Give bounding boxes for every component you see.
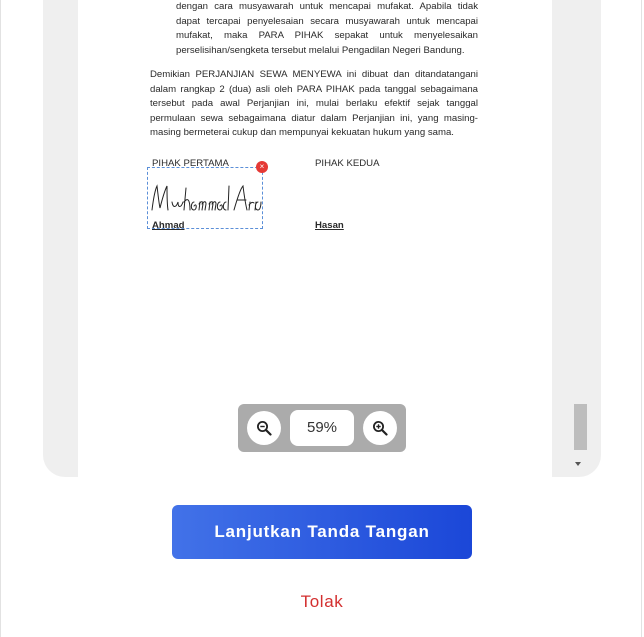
zoom-out-icon [256, 420, 272, 436]
zoom-in-button[interactable] [363, 411, 397, 445]
scrollbar-thumb[interactable] [574, 404, 587, 450]
clause-paragraph: dengan cara musyawarah untuk mencapai mufakat. Apabila tidak dapat tercapai penyelesaian secara musyawarah untuk mencapai mufakat, maka PARA PIHAK sepakat untuk menyelesaikan perselisihan/sengketa tersebut melalui Pengadilan Negeri Bandung. [176, 1, 478, 56]
party-first-label: PIHAK PERTAMA [152, 158, 229, 169]
closing-paragraph: Demikian PERJANJIAN SEWA MENYEWA ini dibuat dan ditandatangani dalam rangkap 2 (dua) asli oleh PARA PIHAK pada tanggal sebagaimana tersebut pada awal Perjanjian ini, mulai berlaku efektif sejak tanggal permulaan sewa sebagaimana diatur dalam Perjanjian ini, yang masing-masing bermeterai cukup dan mempunyai kekuatan hukum yang sama. [150, 69, 478, 139]
zoom-out-button[interactable] [247, 411, 281, 445]
party-second-label: PIHAK KEDUA [315, 158, 380, 169]
reject-button[interactable]: Tolak [300, 592, 344, 611]
close-icon: × [259, 162, 265, 171]
party-second-name: Hasan [315, 220, 344, 231]
continue-signing-button[interactable]: Lanjutkan Tanda Tangan [172, 505, 472, 559]
zoom-toolbar [238, 404, 406, 452]
zoom-in-icon [372, 420, 388, 436]
zoom-level-display: 59% [290, 410, 354, 446]
party-first-name: Ahmad [152, 220, 185, 231]
caret-down-icon[interactable] [575, 462, 581, 466]
remove-signature-button[interactable] [256, 161, 268, 173]
